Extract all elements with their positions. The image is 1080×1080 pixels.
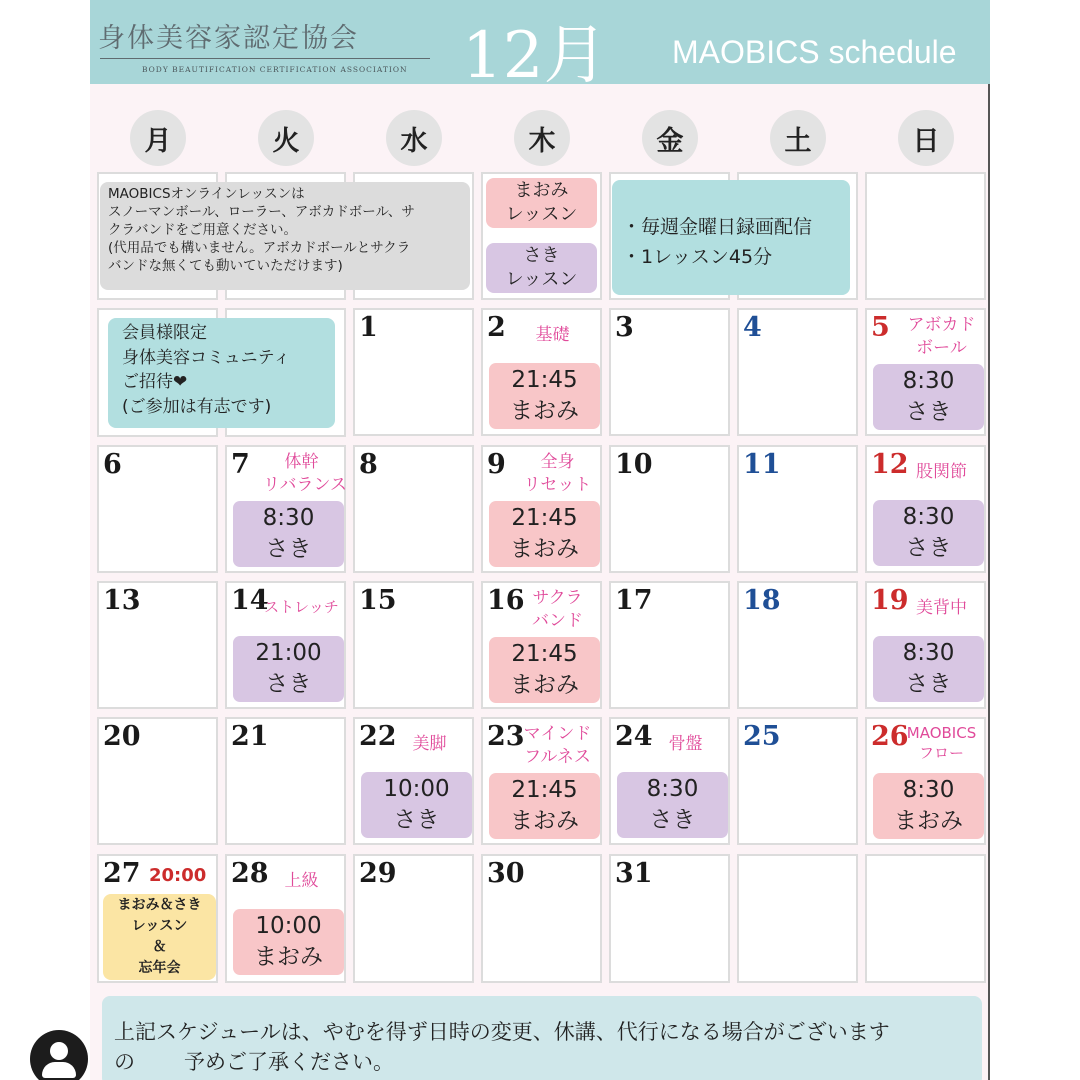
legend-lesson-label: レッスン (505, 269, 578, 291)
org-name: 身体美容家認定協会 (98, 23, 359, 54)
equipment-note-line: MAOBICSオンラインレッスンは (108, 186, 305, 202)
day-number: 21 (231, 721, 269, 752)
lesson-time: 21:00 (255, 639, 322, 666)
lesson-topic (519, 587, 596, 633)
calendar-cell-empty (737, 854, 858, 983)
day-number: 19 (871, 585, 909, 616)
friday-info-line: ・1レッスン45分 (622, 246, 773, 269)
weekday-header: 木 (514, 110, 570, 166)
lesson-instructor: まおみ (510, 672, 579, 698)
lesson-topic-line: 美脚 (412, 734, 447, 754)
day-cell-5 (865, 308, 986, 436)
lesson-time: 21:45 (511, 504, 578, 531)
footer-line-2: 予めご了承ください。 (184, 1050, 394, 1074)
footer-line-1: 上記スケジュールは、やむを得ず日時の変更、休講、代行になる場合がございます (114, 1020, 890, 1044)
day-number: 14 (231, 585, 269, 616)
day-cell-20 (97, 717, 218, 845)
lesson-topic-line: ボール (916, 337, 967, 358)
year-end-party-event[interactable] (103, 894, 216, 980)
lesson-topic (647, 733, 724, 756)
day-cell-18 (737, 581, 858, 709)
day-number: 12 (871, 449, 909, 480)
friday-info-line: ・毎週金曜日録画配信 (622, 216, 813, 238)
weekday-header: 水 (386, 110, 442, 166)
lesson-instructor: まおみ (510, 808, 579, 834)
lesson-topic (263, 870, 340, 893)
lesson-topic (519, 723, 596, 769)
lesson-slot[interactable] (873, 636, 984, 702)
lesson-instructor: さき (905, 535, 952, 561)
lesson-topic-line: サクラ (532, 588, 583, 608)
calendar-cell-empty (865, 854, 986, 983)
schedule-sheet (90, 0, 990, 1080)
lesson-topic-line: アボカド (907, 315, 976, 335)
equipment-note-line: バンドな無くても動いていただけます) (108, 257, 343, 274)
lesson-instructor: さき (905, 399, 952, 425)
day-cell-9 (481, 445, 602, 573)
lesson-topic (903, 597, 980, 620)
lesson-time: 8:30 (262, 504, 315, 531)
lesson-topic (391, 733, 468, 756)
lesson-slot[interactable] (489, 637, 600, 703)
day-cell-2 (481, 308, 602, 436)
day-number: 10 (615, 449, 653, 480)
day-number: 7 (231, 449, 250, 480)
day-number: 2 (487, 312, 506, 343)
day-cell-21 (225, 717, 346, 845)
lesson-topic-line: リバランス (263, 474, 347, 495)
lesson-time: 21:45 (511, 366, 578, 393)
event-line: 忘年会 (138, 960, 181, 976)
event-time: 20:00 (149, 865, 207, 886)
lesson-instructor: さき (905, 671, 952, 697)
weekday-header: 火 (258, 110, 314, 166)
calendar-cell-empty (865, 172, 986, 300)
day-cell-7 (225, 445, 346, 573)
equipment-note-line: スノーマンボール、ローラー、アボカドボール、サ (108, 203, 415, 220)
day-number: 23 (487, 721, 525, 752)
lesson-slot[interactable] (489, 773, 600, 839)
day-cell-23 (481, 717, 602, 845)
lesson-topic-line: リセット (523, 474, 592, 495)
weekday-header: 月 (130, 110, 186, 166)
avatar-body-shape (42, 1062, 76, 1078)
footer-notice (102, 996, 982, 1080)
day-cell-14 (225, 581, 346, 709)
day-number: 13 (103, 585, 141, 616)
lesson-slot[interactable] (873, 500, 984, 566)
legend-mao-lesson (486, 178, 597, 228)
day-number: 6 (103, 449, 122, 480)
event-line: ＆ (152, 939, 167, 955)
lesson-time: 10:00 (255, 912, 322, 939)
weekday-header: 金 (642, 110, 698, 166)
day-cell-12 (865, 445, 986, 573)
day-number: 22 (359, 721, 397, 752)
lesson-slot[interactable] (233, 909, 344, 975)
lesson-instructor: さき (265, 536, 312, 562)
lesson-time: 10:00 (383, 775, 450, 802)
day-cell-1 (353, 308, 474, 436)
day-cell-10 (609, 445, 730, 573)
legend-instructor: さき (523, 245, 560, 266)
day-cell-29 (353, 854, 474, 983)
lesson-topic-line: 体幹 (284, 452, 319, 472)
lesson-time: 8:30 (646, 775, 699, 802)
lesson-time: 8:30 (902, 503, 955, 530)
event-line: まおみ＆さき (117, 897, 202, 913)
equipment-note-line: クラバンドをご用意ください。 (108, 221, 297, 238)
footer-line-2-start: の (114, 1050, 135, 1074)
legend-instructor: まおみ (514, 180, 569, 201)
day-number: 3 (615, 312, 634, 343)
day-number: 15 (359, 585, 397, 616)
day-number: 18 (743, 585, 781, 616)
day-cell-8 (353, 445, 474, 573)
person-avatar-icon[interactable] (30, 1030, 88, 1080)
lesson-topic-line: フロー (918, 744, 964, 763)
lesson-slot[interactable] (233, 501, 344, 567)
community-note-line: 身体美容コミュニティ (122, 347, 291, 368)
lesson-topic-line: MAOBICS (906, 724, 977, 742)
lesson-time: 8:30 (902, 776, 955, 803)
day-cell-16 (481, 581, 602, 709)
day-number: 8 (359, 449, 378, 480)
lesson-topic-line: マインド (523, 724, 592, 744)
lesson-topic (903, 723, 980, 764)
lesson-time: 8:30 (902, 639, 955, 666)
lesson-slot[interactable] (873, 364, 984, 430)
equipment-note-line: (代用品でも構いません。アボカドボールとサクラ (108, 239, 411, 256)
lesson-topic-line: バンド (532, 610, 583, 631)
lesson-topic-line: 全身 (540, 452, 575, 472)
day-number: 9 (487, 449, 506, 480)
friday-info-note (612, 180, 850, 295)
legend-lesson-label: レッスン (505, 204, 578, 226)
lesson-topic-line: 骨盤 (668, 734, 703, 754)
day-number: 28 (231, 858, 269, 889)
day-cell-15 (353, 581, 474, 709)
day-number: 17 (615, 585, 653, 616)
event-line: レッスン (131, 918, 188, 934)
lesson-time: 8:30 (902, 367, 955, 394)
day-number: 24 (615, 721, 653, 752)
day-cell-17 (609, 581, 730, 709)
day-number: 29 (359, 858, 397, 889)
lesson-topic-line: ストレッチ (264, 598, 339, 616)
day-cell-6 (97, 445, 218, 573)
day-cell-25 (737, 717, 858, 845)
lesson-topic-line: 基礎 (535, 325, 570, 345)
lesson-topic-line: 股関節 (916, 462, 967, 482)
day-number: 4 (743, 312, 762, 343)
day-number: 27 (103, 858, 141, 889)
day-number: 16 (487, 585, 525, 616)
day-number: 31 (615, 858, 653, 889)
lesson-topic (263, 451, 347, 497)
lesson-slot[interactable] (489, 501, 600, 567)
day-cell-19 (865, 581, 986, 709)
lesson-topic (263, 597, 340, 617)
weekday-header: 土 (770, 110, 826, 166)
header-banner (90, 0, 990, 93)
community-note-line: 会員様限定 (122, 323, 207, 343)
lesson-instructor: まおみ (254, 944, 323, 970)
lesson-topic-line: フルネス (524, 746, 591, 767)
community-note-line: ご招待❤ (122, 372, 188, 393)
day-cell-27 (97, 854, 218, 983)
lesson-topic (903, 461, 980, 484)
org-subtitle: BODY BEAUTIFICATION CERTIFICATION ASSOCIATION (142, 65, 408, 74)
day-cell-11 (737, 445, 858, 573)
org-divider (100, 58, 430, 59)
lesson-topic (903, 314, 980, 360)
community-note-line: (ご参加は有志です) (122, 396, 272, 417)
day-cell-3 (609, 308, 730, 436)
lesson-slot[interactable] (361, 772, 472, 838)
lesson-slot[interactable] (617, 772, 728, 838)
lesson-instructor: まおみ (510, 398, 579, 424)
lesson-topic (519, 451, 596, 497)
day-cell-13 (97, 581, 218, 709)
lesson-time: 21:45 (511, 640, 578, 667)
month-label: 12月 (462, 19, 608, 93)
lesson-topic-line: 美背中 (916, 598, 967, 618)
avatar-head-shape (50, 1042, 68, 1060)
day-number: 26 (871, 721, 909, 752)
day-cell-24 (609, 717, 730, 845)
day-cell-30 (481, 854, 602, 983)
lesson-instructor: さき (649, 807, 696, 833)
day-number: 5 (871, 312, 890, 343)
day-number: 30 (487, 858, 525, 889)
lesson-instructor: まおみ (894, 808, 963, 834)
legend-saki-lesson (486, 243, 597, 293)
day-cell-4 (737, 308, 858, 436)
day-number: 25 (743, 721, 781, 752)
day-number: 1 (359, 312, 378, 343)
lesson-instructor: まおみ (510, 536, 579, 562)
lesson-instructor: さき (265, 671, 312, 697)
day-cell-22 (353, 717, 474, 845)
day-cell-26 (865, 717, 986, 845)
lesson-topic (509, 324, 596, 347)
lesson-slot[interactable] (233, 636, 344, 702)
lesson-instructor: さき (393, 807, 440, 833)
community-note (108, 318, 335, 428)
equipment-note (100, 182, 470, 290)
lesson-slot[interactable] (489, 363, 600, 429)
schedule-title: MAOBICS schedule (672, 34, 957, 70)
lesson-time: 21:45 (511, 776, 578, 803)
lesson-topic-line: 上級 (284, 871, 319, 891)
day-cell-31 (609, 854, 730, 983)
lesson-slot[interactable] (873, 773, 984, 839)
weekday-header: 日 (898, 110, 954, 166)
day-number: 11 (743, 449, 781, 480)
day-cell-28 (225, 854, 346, 983)
day-number: 20 (103, 721, 141, 752)
